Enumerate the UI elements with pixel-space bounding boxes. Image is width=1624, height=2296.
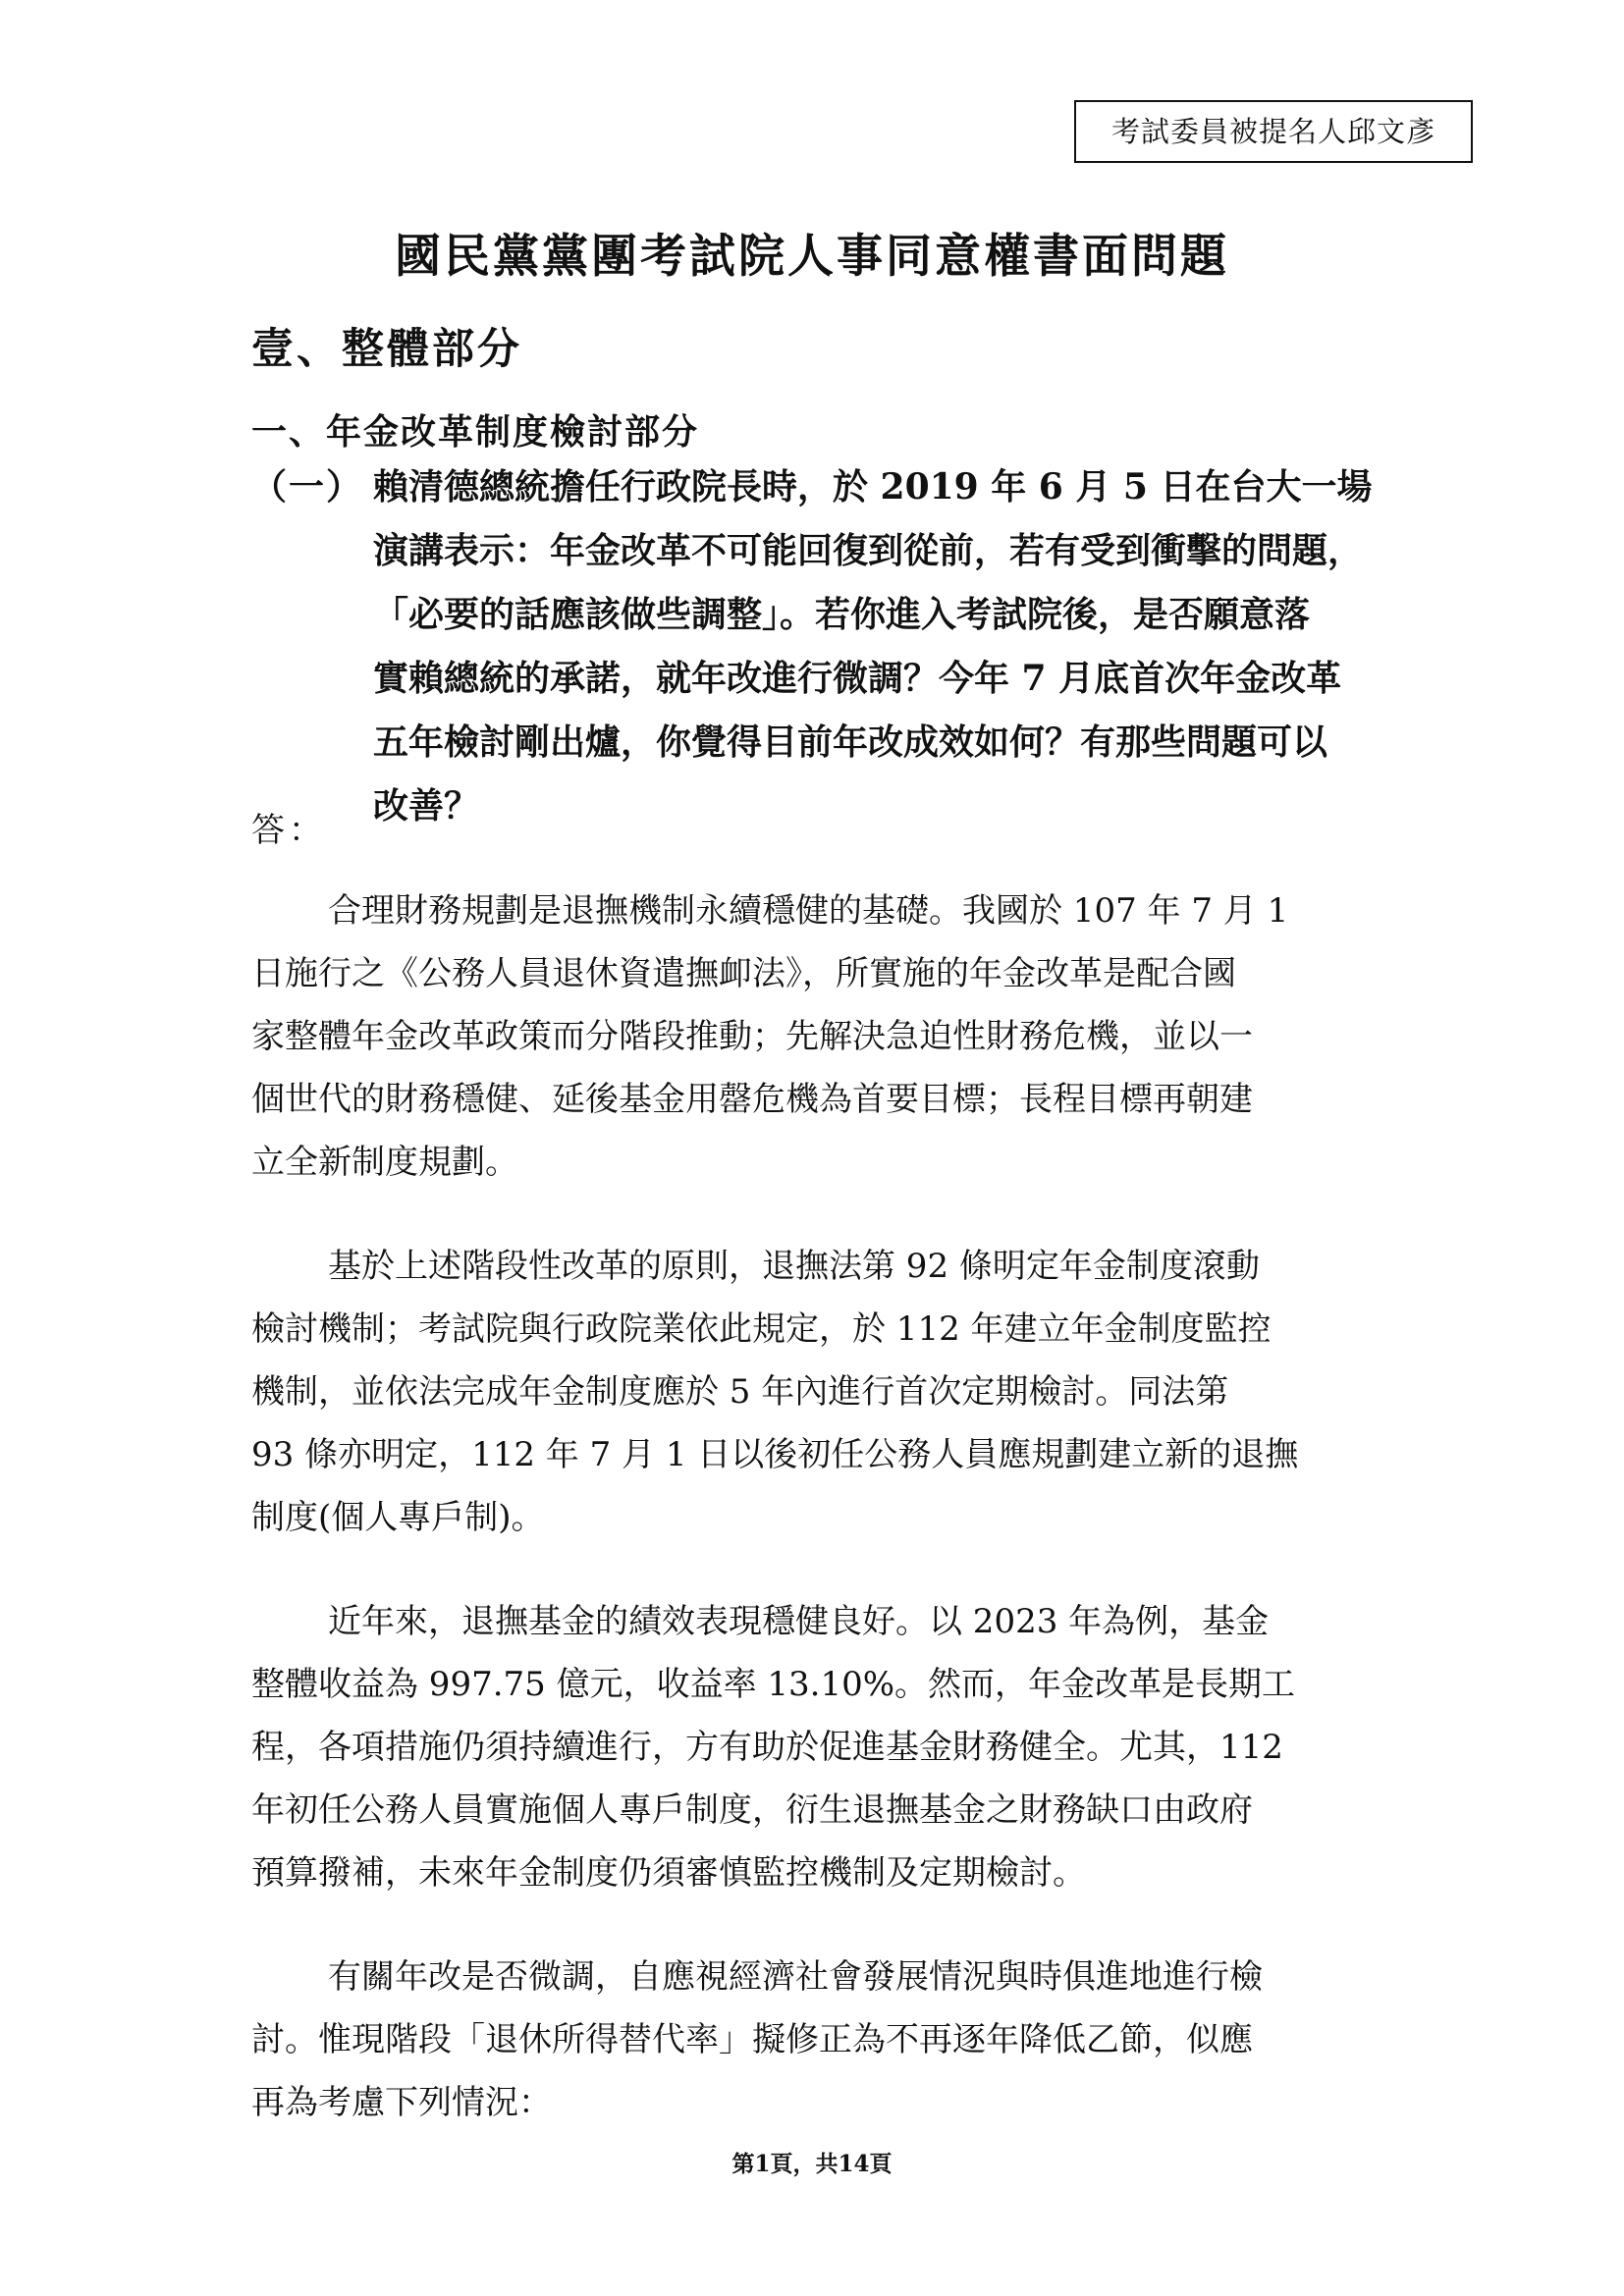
paragraph-line: 機制，並依法完成年金制度應於 5 年內進行首次定期檢討。同法第 <box>251 1372 1229 1412</box>
paragraph-line: 程，各項措施仍須持續進行，方有助於促進基金財務健全。尤其，112 <box>251 1728 1283 1767</box>
document-title: 國民黨黨團考試院人事同意權書面問題 <box>395 230 1229 284</box>
question-line: 改善？ <box>373 785 480 827</box>
answer-paragraph <box>251 1946 1380 2134</box>
question-line: 「必要的話應該做些調整」。若你進入考試院後，是否願意落 <box>373 594 1311 635</box>
section-heading: 壹、整體部分 <box>251 325 522 374</box>
paragraph-line: 近年來，退撫基金的績效表現穩健良好。以 2023 年為例，基金 <box>328 1602 1270 1641</box>
question-number: （一） <box>251 466 364 507</box>
answer-paragraph <box>251 1590 1380 1904</box>
paragraph-line: 預算撥補，未來年金制度仍須審慎監控機制及定期檢討。 <box>251 1853 1086 1893</box>
paragraph-line: 合理財務規劃是退撫機制永續穩健的基礎。我國於 107 年 7 月 1 <box>328 891 1289 931</box>
paragraph-line: 日施行之《公務人員退休資遣撫卹法》，所實施的年金改革是配合國 <box>251 954 1236 993</box>
paragraph-line: 家整體年金改革政策而分階段推動；先解決急迫性財務危機，並以一 <box>251 1017 1253 1056</box>
answer-body <box>251 880 1380 2175</box>
question-block <box>251 455 1380 838</box>
paragraph-line: 檢討機制；考試院與行政院業依此規定，於 112 年建立年金制度監控 <box>251 1309 1272 1349</box>
question-line: 五年檢討剛出爐，你覺得目前年改成效如何？有那些問題可以 <box>373 721 1328 763</box>
question-line: 演講表示：年金改革不可能回復到從前，若有受到衝擊的問題， <box>373 530 1364 571</box>
question-line: 實賴總統的承諾，就年改進行微調？今年 7 月底首次年金改革 <box>373 658 1342 699</box>
paragraph-line: 整體收益為 997.75 億元，收益率 13.10%。然而，年金改革是長期工 <box>251 1665 1296 1704</box>
nominee-label: 考試委員被提名人邱文彥 <box>1110 115 1435 148</box>
paragraph-line: 立全新制度規劃。 <box>251 1143 518 1182</box>
paragraph-line: 再為考慮下列情況： <box>251 2083 552 2122</box>
paragraph-line: 基於上述階段性改革的原則，退撫法第 92 條明定年金制度滾動 <box>328 1247 1260 1286</box>
question-line: 賴清德總統擔任行政院長時，於 2019 年 6 月 5 日在台大一場 <box>373 466 1373 507</box>
paragraph-line: 年初任公務人員實施個人專戶制度，衍生退撫基金之財務缺口由政府 <box>251 1790 1253 1830</box>
answer-paragraph <box>251 1235 1380 1549</box>
paragraph-line: 制度(個人專戶制)。 <box>251 1498 545 1537</box>
answer-paragraph <box>251 880 1380 1194</box>
answer-label: 答： <box>251 811 326 850</box>
paragraph-line: 有關年改是否微調，自應視經濟社會發展情況與時俱進地進行檢 <box>328 1957 1263 1997</box>
nominee-label-box <box>1074 100 1473 163</box>
subsection-heading: 一、年金改革制度檢討部分 <box>251 411 700 453</box>
paragraph-line: 93 條亦明定，112 年 7 月 1 日以後初任公務人員應規劃建立新的退撫 <box>251 1435 1299 1474</box>
paragraph-line: 個世代的財務穩健、延後基金用罄危機為首要目標；長程目標再朝建 <box>251 1080 1253 1119</box>
paragraph-line: 討。惟現階段「退休所得替代率」擬修正為不再逐年降低乙節，似應 <box>251 2020 1253 2059</box>
page-number-footer: 第1頁，共14頁 <box>731 2151 893 2177</box>
